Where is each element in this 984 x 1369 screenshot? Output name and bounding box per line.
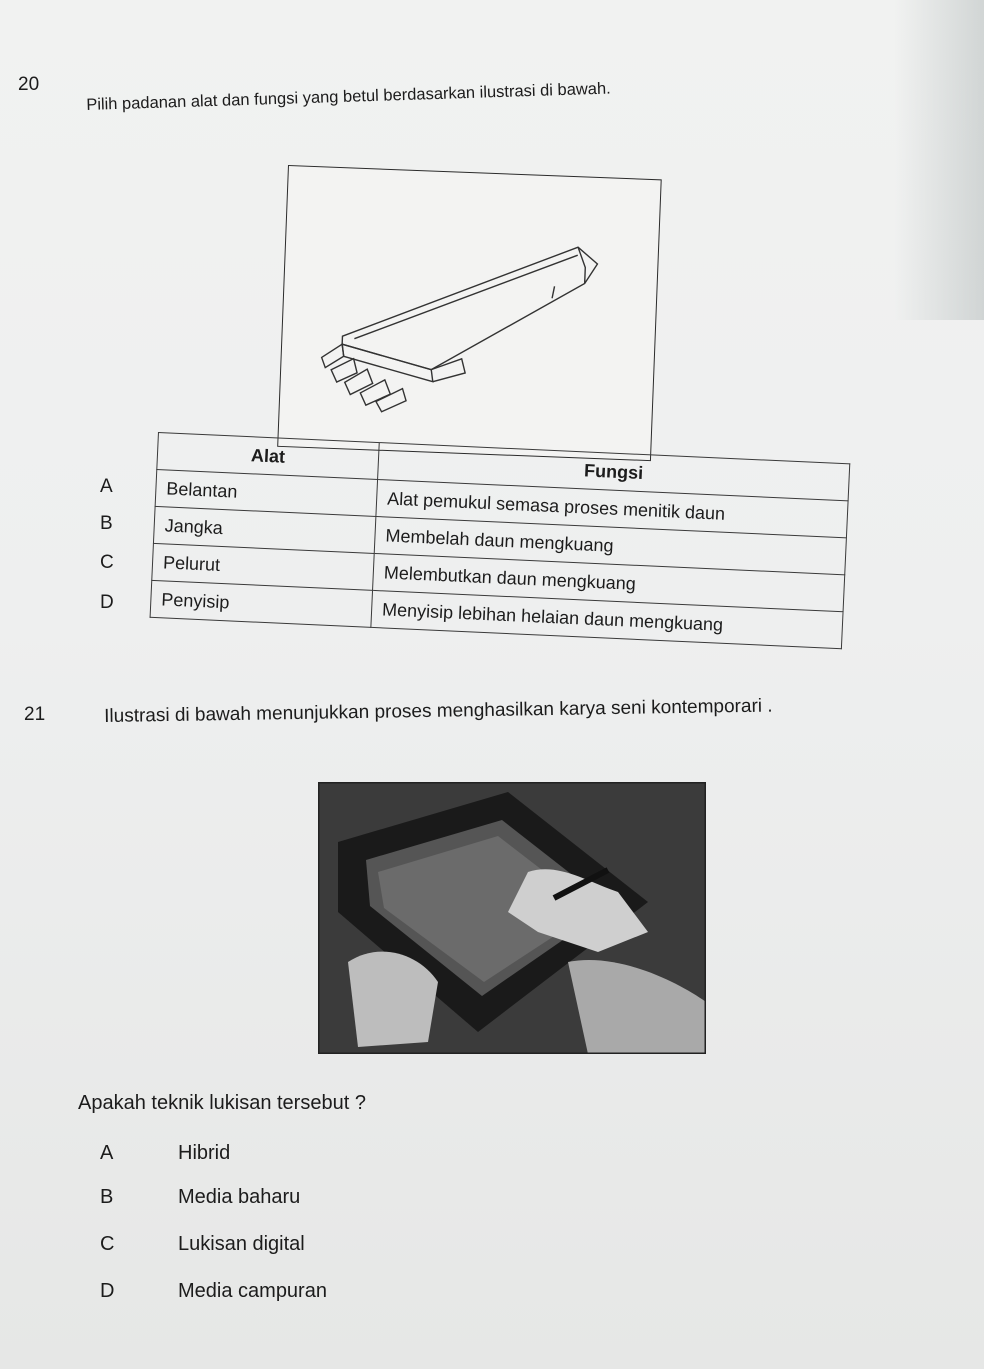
question-20-text: Pilih padanan alat dan fungsi yang betul berdasarkan ilustrasi di bawah.: [86, 79, 611, 114]
answer-letter: C: [100, 1233, 115, 1255]
header-alat: Alat: [157, 433, 379, 480]
tool-function-table: [150, 432, 851, 649]
question-20-number: 20: [18, 74, 40, 95]
question-21-prompt: Apakah teknik lukisan tersebut ?: [78, 1092, 366, 1114]
answer-option-b[interactable]: [100, 1186, 300, 1209]
answer-option-a[interactable]: [100, 1142, 230, 1165]
answer-letter: A: [100, 1142, 114, 1164]
answer-text: Media campuran: [178, 1280, 327, 1302]
option-letter-d: D: [100, 592, 114, 613]
tool-illustration: [277, 165, 662, 461]
digital-drawing-photo: [318, 782, 706, 1054]
answer-text: Lukisan digital: [178, 1233, 305, 1255]
cell-alat: Jangka: [153, 506, 375, 553]
cell-alat: Belantan: [155, 469, 377, 516]
drawing-tablet-photo-icon: [318, 782, 706, 1054]
option-letter-c: C: [100, 552, 114, 573]
answer-option-d[interactable]: [100, 1280, 327, 1303]
answer-text: Media baharu: [178, 1186, 301, 1208]
cell-fungsi: Menyisip lebihan helaian daun mengkuang: [371, 590, 843, 648]
tool-sketch-icon: [278, 166, 660, 460]
cell-alat: Pelurut: [152, 543, 374, 590]
answer-text: Hibrid: [178, 1142, 231, 1164]
question-21-number: 21: [24, 704, 46, 725]
cell-alat: Penyisip: [150, 580, 372, 627]
option-letter-b: B: [100, 513, 113, 534]
header-fungsi: Fungsi: [378, 443, 850, 501]
option-letter-a: A: [100, 476, 113, 497]
paper-edge-shadow: [894, 0, 984, 320]
answer-letter: D: [100, 1280, 115, 1302]
question-21-text: Ilustrasi di bawah menunjukkan proses menghasilkan karya seni kontemporari .: [104, 695, 773, 727]
cell-fungsi: Membelah daun mengkuang: [374, 516, 846, 574]
cell-fungsi: Melembutkan daun mengkuang: [373, 553, 845, 611]
answer-option-c[interactable]: [100, 1233, 305, 1256]
cell-fungsi: Alat pemukul semasa proses menitik daun: [376, 480, 848, 538]
answer-letter: B: [100, 1186, 114, 1208]
